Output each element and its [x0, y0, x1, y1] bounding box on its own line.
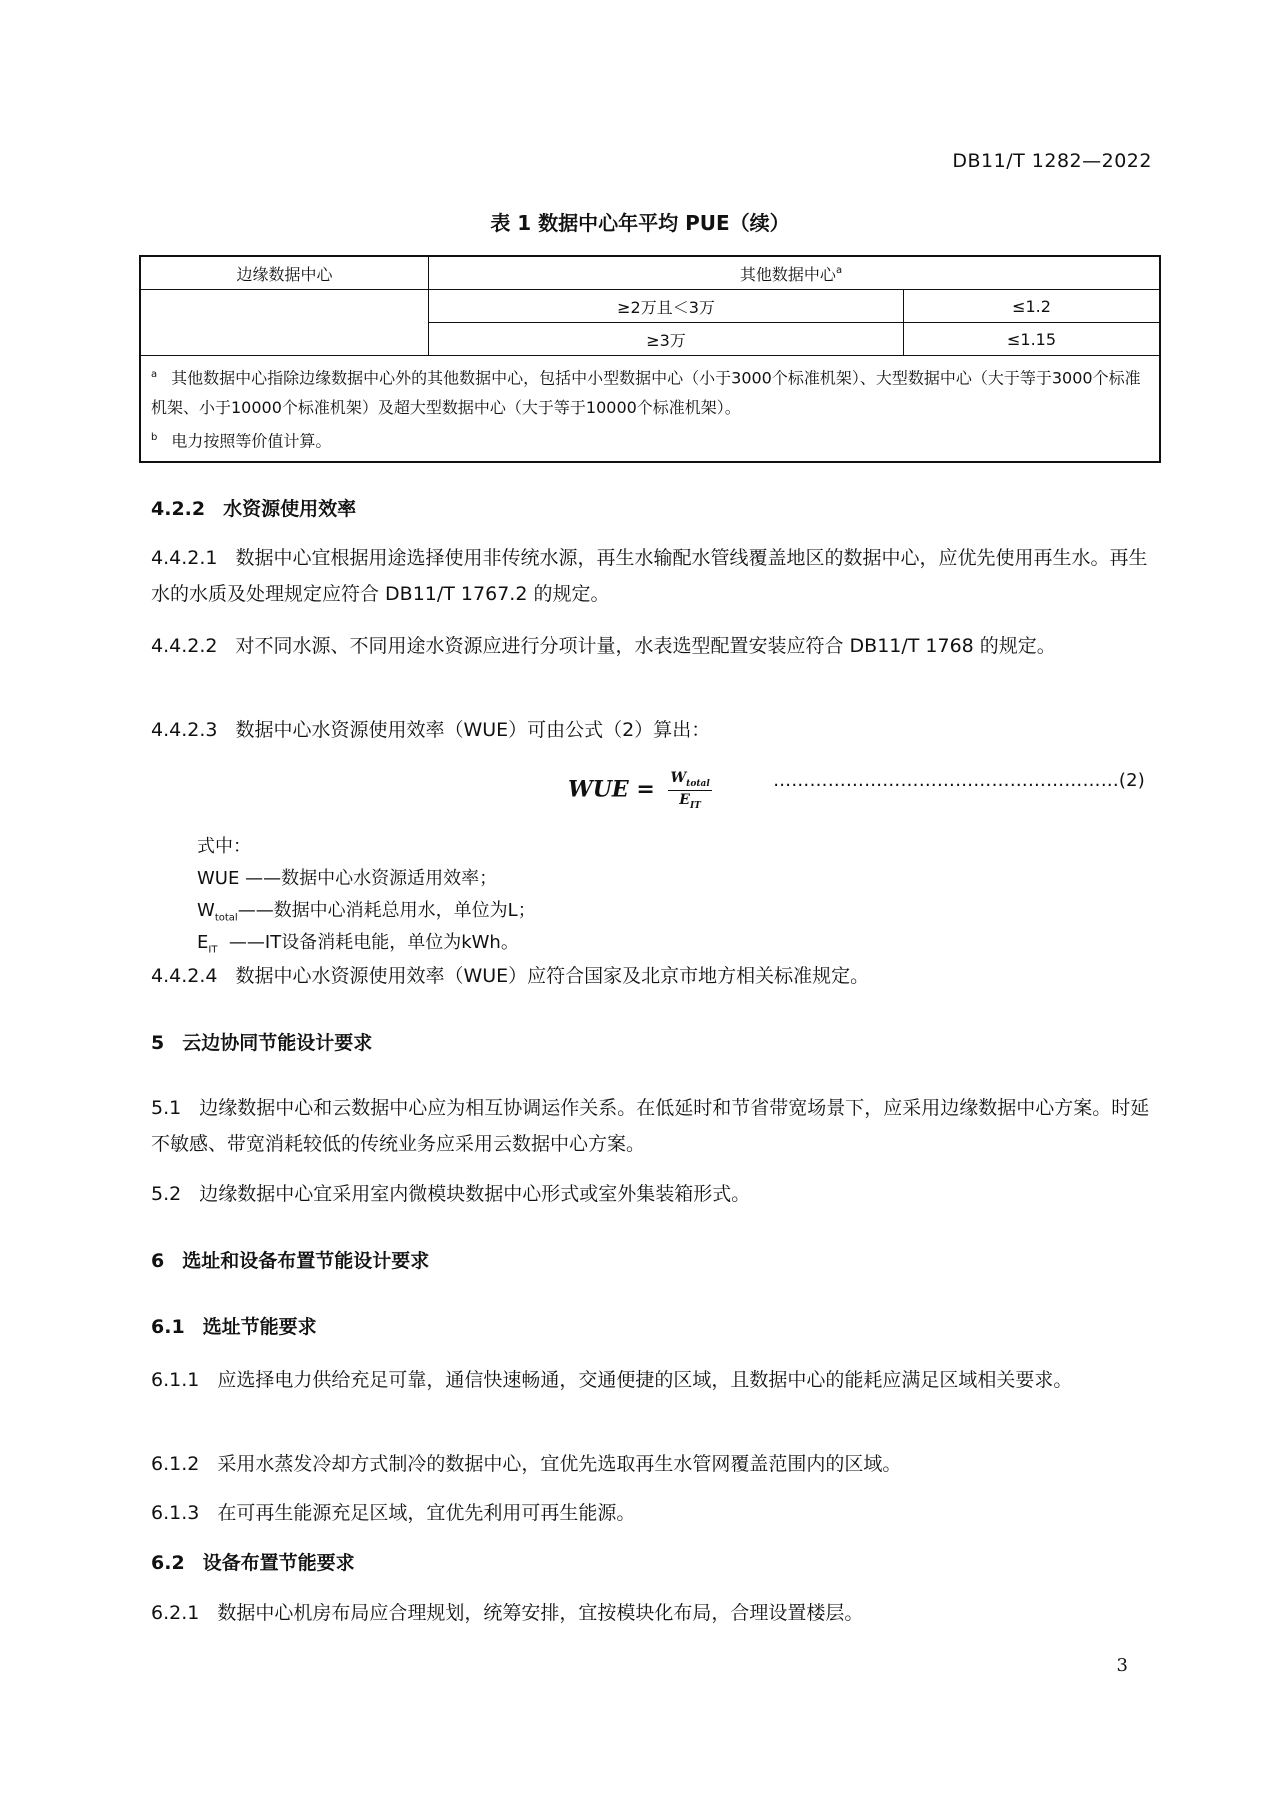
where-label: 式中： [197, 836, 251, 857]
note-b-marker: b [151, 432, 158, 444]
section-5-heading: 5 云边协同节能设计要求 [151, 1032, 373, 1054]
footnote-marker-a: a [835, 265, 843, 277]
section-6-2-heading: 6.2 设备布置节能要求 [151, 1552, 355, 1574]
paragraph-5-2: 5.2 边缘数据中心宜采用室内微模块数据中心形式或室外集装箱形式。 [151, 1183, 751, 1205]
wue-formula [568, 770, 712, 811]
where-wtotal: $W_{total}——$数据中心消耗总用水，单位为L； [197, 900, 536, 924]
table-notes-row [140, 356, 1160, 462]
section-6-heading: 6 选址和设备布置节能设计要求 [151, 1250, 430, 1272]
formula-numerator: $W_{total}$ [670, 770, 710, 789]
paragraph-4-4-2-2: 4.4.2.2 对不同水源、不同用途水资源应进行分项计量，水表选型配置安装应符合 DB11/T 1768 的规定。 [151, 635, 1056, 657]
note-a [151, 360, 1149, 423]
note-a-marker: a [151, 369, 158, 380]
table-caption: 表 1 数据中心年平均 PUE（续） [490, 211, 790, 235]
range-cell: ≥2万且＜3万 [429, 290, 904, 323]
where-eit: $E_{IT}$ ——IT设备消耗电能，单位为kWh。 [197, 932, 519, 956]
table-header-row [140, 256, 1160, 290]
document-number: DB11/T 1282—2022 [952, 150, 1152, 172]
note-b [151, 423, 1149, 456]
formula-lhs: WUE = [568, 776, 655, 803]
where-wue: WUE ——数据中心水资源适用效率； [197, 868, 498, 889]
paragraph-4-4-2-3: 4.4.2.3 数据中心水资源使用效率（WUE）可由公式（2）算出： [151, 719, 711, 741]
paragraph-6-1-1: 6.1.1 应选择电力供给充足可靠，通信快速畅通，交通便捷的区域，且数据中心的能耗应满足区域相关要求。 [151, 1369, 1073, 1391]
range-cell: ≥3万 [429, 323, 904, 356]
note-b-text: 电力按照等价值计算。 [171, 431, 332, 451]
edge-dc-empty-cell [140, 290, 429, 356]
paragraph-5-1: 5.1 边缘数据中心和云数据中心应为相互协调运作关系。在低延时和节省带宽场景下，应采用边缘数据中心方案。时延不敏感、带宽消耗较低的传统业务应采用云数据中心方案。 [151, 1097, 1150, 1155]
paragraph-6-1-3: 6.1.3 在可再生能源充足区域，宜优先利用可再生能源。 [151, 1502, 636, 1524]
header-edge-dc: 边缘数据中心 [140, 256, 429, 290]
page-number: 3 [1116, 1655, 1128, 1676]
paragraph-4-4-2-1: 4.4.2.1 数据中心宜根据用途选择使用非传统水源，再生水输配水管线覆盖地区的数据中心，应优先使用再生水。再生水的水质及处理规定应符合 DB11/T 1767.2 的规定。 [151, 547, 1148, 605]
value-cell: ≤1.2 [904, 290, 1161, 323]
note-a-text: 其他数据中心指除边缘数据中心外的其他数据中心，包括中小型数据中心（小于3000个标准机架）、大型数据中心（大于等于3000个标准机架、小于10000个标准机架）及超大型数据中心（大于等于10000个标准机架）。 [151, 368, 1141, 418]
paragraph-4-4-2-4: 4.4.2.4 数据中心水资源使用效率（WUE）应符合国家及北京市地方相关标准规定。 [151, 965, 870, 987]
paragraph-6-1-2: 6.1.2 采用水蒸发冷却方式制冷的数据中心，宜优先选取再生水管网覆盖范围内的区域。 [151, 1453, 902, 1475]
paragraph-6-2-1: 6.2.1 数据中心机房布局应合理规划，统筹安排，宜按模块化布局，合理设置楼层。 [151, 1602, 864, 1624]
section-6-1-heading: 6.1 选址节能要求 [151, 1316, 317, 1338]
value-cell: ≤1.15 [904, 323, 1161, 356]
header-other-dc-label: 其他数据中心 [739, 264, 836, 284]
formula-number: …………………………………………………(2) [773, 770, 1145, 791]
header-other-dc [429, 256, 1161, 290]
formula-denominator: $E_{IT}$ [679, 791, 701, 811]
section-4-2-2-heading: 4.2.2 水资源使用效率 [151, 498, 357, 520]
pue-table [139, 255, 1161, 463]
table-row [140, 290, 1160, 323]
table-notes [140, 356, 1160, 462]
formula-fraction [668, 770, 711, 811]
